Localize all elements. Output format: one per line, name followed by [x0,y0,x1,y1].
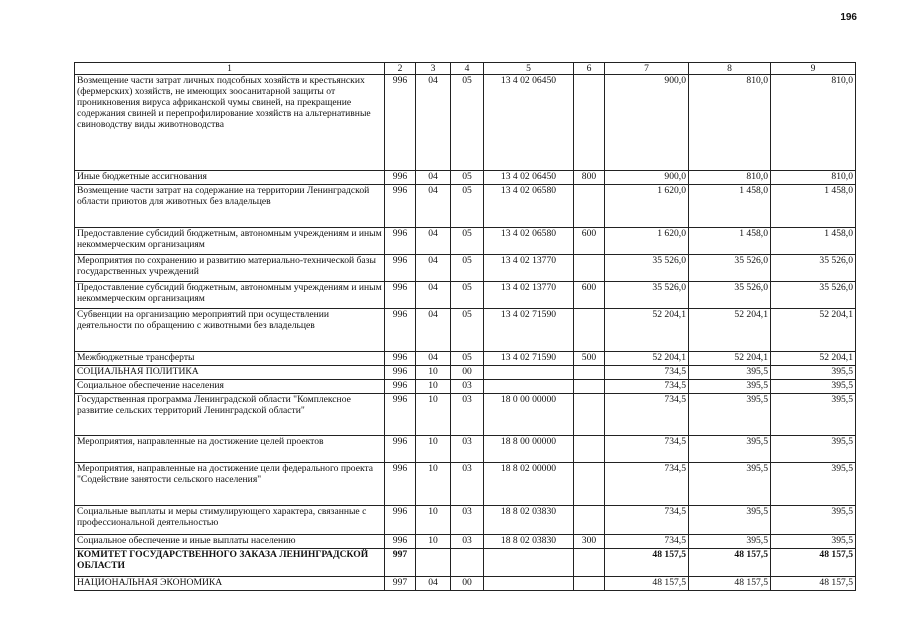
column-header-3: 3 [416,63,451,75]
admin-code-cell: 996 [385,352,416,366]
amount-year-2-cell: 810,0 [689,171,771,185]
column-header-4: 4 [451,63,484,75]
amount-year-1-cell: 734,5 [605,436,689,463]
amount-year-1-cell: 48 157,5 [605,549,689,577]
subsection-code-cell: 00 [451,366,484,380]
table-row [75,436,856,463]
target-article-cell: 13 4 02 71590 [484,352,574,366]
table-row [75,506,856,535]
subsection-code-cell: 03 [451,535,484,549]
subsection-code-cell: 03 [451,380,484,394]
amount-year-2-cell: 395,5 [689,366,771,380]
amount-year-1-cell: 35 526,0 [605,255,689,282]
subsection-code-cell: 05 [451,228,484,255]
subsection-code-cell: 05 [451,185,484,228]
table-row [75,463,856,506]
amount-year-3-cell: 810,0 [771,75,856,171]
target-article-cell [484,577,574,591]
amount-year-2-cell: 52 204,1 [689,352,771,366]
amount-year-2-cell: 1 458,0 [689,185,771,228]
amount-year-2-cell: 395,5 [689,380,771,394]
section-code-cell: 10 [416,394,451,436]
column-header-9: 9 [771,63,856,75]
expense-type-cell: 800 [574,171,605,185]
target-article-cell: 13 4 02 71590 [484,309,574,352]
subsection-code-cell: 05 [451,282,484,309]
table-row [75,282,856,309]
amount-year-3-cell: 48 157,5 [771,549,856,577]
amount-year-3-cell: 48 157,5 [771,577,856,591]
section-code-cell: 10 [416,436,451,463]
amount-year-2-cell: 52 204,1 [689,309,771,352]
amount-year-1-cell: 734,5 [605,366,689,380]
amount-year-1-cell: 35 526,0 [605,282,689,309]
expense-type-cell [574,549,605,577]
amount-year-1-cell: 734,5 [605,380,689,394]
expense-type-cell [574,436,605,463]
expense-type-cell [574,380,605,394]
amount-year-1-cell: 48 157,5 [605,577,689,591]
subsection-code-cell: 00 [451,577,484,591]
amount-year-2-cell: 35 526,0 [689,255,771,282]
target-article-cell: 13 4 02 06580 [484,228,574,255]
admin-code-cell: 996 [385,171,416,185]
table-row [75,577,856,591]
admin-code-cell: 996 [385,309,416,352]
subsection-code-cell: 03 [451,436,484,463]
section-code-cell: 04 [416,352,451,366]
amount-year-1-cell: 52 204,1 [605,309,689,352]
subsection-code-cell: 05 [451,255,484,282]
amount-year-1-cell: 734,5 [605,394,689,436]
section-code-cell: 04 [416,228,451,255]
header-row [75,63,856,75]
item-name-cell: Мероприятия по сохранению и развитию материально-технической базы государственных учреждений [75,255,385,282]
amount-year-1-cell: 1 620,0 [605,228,689,255]
amount-year-3-cell: 395,5 [771,366,856,380]
target-article-cell [484,366,574,380]
amount-year-2-cell: 395,5 [689,436,771,463]
section-code-cell: 04 [416,255,451,282]
table-row [75,185,856,228]
target-article-cell: 18 8 00 00000 [484,436,574,463]
target-article-cell: 13 4 02 06580 [484,185,574,228]
amount-year-3-cell: 395,5 [771,436,856,463]
item-name-cell: Социальное обеспечение и иные выплаты населению [75,535,385,549]
amount-year-1-cell: 52 204,1 [605,352,689,366]
admin-code-cell: 997 [385,577,416,591]
expense-type-cell: 300 [574,535,605,549]
admin-code-cell: 996 [385,463,416,506]
amount-year-2-cell: 35 526,0 [689,282,771,309]
subsection-code-cell: 05 [451,75,484,171]
expense-type-cell [574,577,605,591]
item-name-cell: Субвенции на организацию мероприятий при осуществлении деятельности по обращению с животными без владельцев [75,309,385,352]
expense-type-cell: 600 [574,228,605,255]
amount-year-3-cell: 395,5 [771,394,856,436]
page-number: 196 [840,12,857,23]
section-code-cell: 04 [416,577,451,591]
expense-type-cell [574,309,605,352]
admin-code-cell: 996 [385,75,416,171]
amount-year-1-cell: 1 620,0 [605,185,689,228]
column-header-1: 1 [75,63,385,75]
column-header-5: 5 [484,63,574,75]
column-header-8: 8 [689,63,771,75]
item-name-cell: КОМИТЕТ ГОСУДАРСТВЕННОГО ЗАКАЗА ЛЕНИНГРАДСКОЙ ОБЛАСТИ [75,549,385,577]
item-name-cell: Межбюджетные трансферты [75,352,385,366]
table-row [75,309,856,352]
subsection-code-cell: 03 [451,506,484,535]
table-row [75,352,856,366]
amount-year-1-cell: 734,5 [605,463,689,506]
target-article-cell [484,549,574,577]
amount-year-1-cell: 734,5 [605,535,689,549]
section-code-cell: 10 [416,463,451,506]
admin-code-cell: 997 [385,549,416,577]
expense-type-cell [574,185,605,228]
subsection-code-cell: 05 [451,352,484,366]
table-row [75,171,856,185]
item-name-cell: Социальное обеспечение населения [75,380,385,394]
table-row [75,394,856,436]
column-header-2: 2 [385,63,416,75]
expense-type-cell [574,463,605,506]
admin-code-cell: 996 [385,535,416,549]
admin-code-cell: 996 [385,506,416,535]
table-row [75,228,856,255]
expense-type-cell [574,394,605,436]
section-code-cell: 10 [416,506,451,535]
expense-type-cell: 500 [574,352,605,366]
admin-code-cell: 996 [385,366,416,380]
subsection-code-cell: 05 [451,309,484,352]
amount-year-2-cell: 395,5 [689,535,771,549]
target-article-cell: 13 4 02 06450 [484,171,574,185]
table-row [75,380,856,394]
section-code-cell: 04 [416,171,451,185]
section-code-cell: 04 [416,75,451,171]
expense-type-cell [574,506,605,535]
target-article-cell: 18 8 02 03830 [484,506,574,535]
amount-year-3-cell: 1 458,0 [771,228,856,255]
expense-type-cell [574,255,605,282]
admin-code-cell: 996 [385,185,416,228]
amount-year-3-cell: 52 204,1 [771,352,856,366]
column-header-7: 7 [605,63,689,75]
target-article-cell: 18 8 02 03830 [484,535,574,549]
expense-type-cell [574,366,605,380]
expense-type-cell [574,75,605,171]
table-row [75,549,856,577]
amount-year-2-cell: 395,5 [689,463,771,506]
table-row [75,255,856,282]
table-row [75,535,856,549]
admin-code-cell: 996 [385,436,416,463]
amount-year-1-cell: 734,5 [605,506,689,535]
section-code-cell: 10 [416,366,451,380]
item-name-cell: Социальные выплаты и меры стимулирующего характера, связанные с профессиональной деятельностью [75,506,385,535]
amount-year-2-cell: 395,5 [689,394,771,436]
amount-year-2-cell: 810,0 [689,75,771,171]
item-name-cell: Государственная программа Ленинградской области "Комплексное развитие сельских территорий Ленинградской области" [75,394,385,436]
admin-code-cell: 996 [385,228,416,255]
amount-year-1-cell: 900,0 [605,75,689,171]
section-code-cell [416,549,451,577]
amount-year-3-cell: 395,5 [771,463,856,506]
subsection-code-cell: 03 [451,463,484,506]
target-article-cell: 13 4 02 13770 [484,255,574,282]
item-name-cell: Возмещение части затрат на содержание на территории Ленинградской области приютов для животных без владельцев [75,185,385,228]
section-code-cell: 10 [416,380,451,394]
item-name-cell: СОЦИАЛЬНАЯ ПОЛИТИКА [75,366,385,380]
subsection-code-cell [451,549,484,577]
amount-year-3-cell: 1 458,0 [771,185,856,228]
amount-year-3-cell: 35 526,0 [771,282,856,309]
amount-year-1-cell: 900,0 [605,171,689,185]
amount-year-2-cell: 48 157,5 [689,577,771,591]
target-article-cell [484,380,574,394]
table-body [75,75,856,591]
admin-code-cell: 996 [385,255,416,282]
amount-year-2-cell: 395,5 [689,506,771,535]
item-name-cell: Мероприятия, направленные на достижение цели федерального проекта "Содействие занятости сельского населения" [75,463,385,506]
target-article-cell: 13 4 02 13770 [484,282,574,309]
item-name-cell: Мероприятия, направленные на достижение целей проектов [75,436,385,463]
column-header-6: 6 [574,63,605,75]
subsection-code-cell: 03 [451,394,484,436]
amount-year-3-cell: 395,5 [771,506,856,535]
item-name-cell: Предоставление субсидий бюджетным, автономным учреждениям и иным некоммерческим организациям [75,228,385,255]
item-name-cell: Иные бюджетные ассигнования [75,171,385,185]
admin-code-cell: 996 [385,282,416,309]
item-name-cell: Предоставление субсидий бюджетным, автономным учреждениям и иным некоммерческим организациям [75,282,385,309]
amount-year-2-cell: 1 458,0 [689,228,771,255]
item-name-cell: Возмещение части затрат личных подсобных хозяйств и крестьянских (фермерских) хозяйств, не имеющих зоосанитарной защиты от проникновения вируса африканской чумы свиней, на прекращение содержания свиней и перепрофилирование хозяйств на альтернативные свиноводству виды животноводства [75,75,385,171]
target-article-cell: 13 4 02 06450 [484,75,574,171]
section-code-cell: 10 [416,535,451,549]
amount-year-3-cell: 52 204,1 [771,309,856,352]
budget-table [74,62,856,591]
section-code-cell: 04 [416,282,451,309]
target-article-cell: 18 8 02 00000 [484,463,574,506]
admin-code-cell: 996 [385,380,416,394]
item-name-cell: НАЦИОНАЛЬНАЯ ЭКОНОМИКА [75,577,385,591]
amount-year-3-cell: 35 526,0 [771,255,856,282]
amount-year-2-cell: 48 157,5 [689,549,771,577]
admin-code-cell: 996 [385,394,416,436]
target-article-cell: 18 0 00 00000 [484,394,574,436]
section-code-cell: 04 [416,309,451,352]
amount-year-3-cell: 395,5 [771,380,856,394]
table-row [75,366,856,380]
table-row [75,75,856,171]
subsection-code-cell: 05 [451,171,484,185]
expense-type-cell: 600 [574,282,605,309]
amount-year-3-cell: 395,5 [771,535,856,549]
section-code-cell: 04 [416,185,451,228]
amount-year-3-cell: 810,0 [771,171,856,185]
